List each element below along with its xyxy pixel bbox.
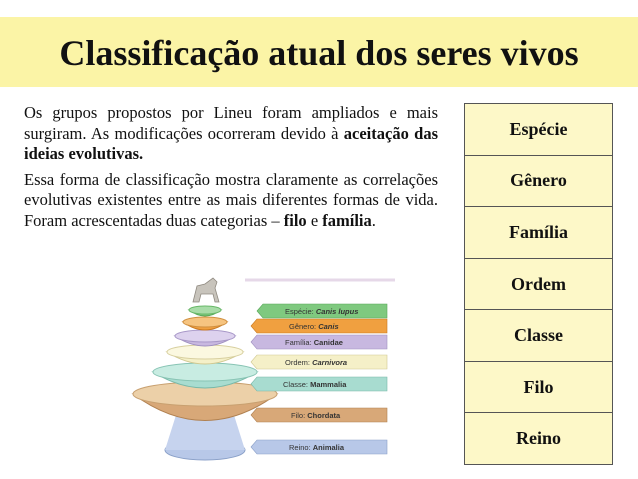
paragraph-2-text: Essa forma de classificação mostra claramente as correlações evolutivas existentes entre as mais diferentes formas de vida. Foram acrescentadas duas categorias –: [24, 169, 438, 230]
paragraph-2-mid: e: [306, 210, 323, 230]
rank-filo: Filo: [465, 362, 612, 414]
label-ordem: [251, 355, 387, 369]
rank-reino: Reino: [516, 428, 561, 449]
taxonomy-pyramid-figure: [105, 272, 405, 472]
rank-especie: Espécie: [465, 104, 612, 156]
svg-text:Família: Canidae: Família: Canidae: [285, 338, 343, 347]
label-especie: [257, 304, 387, 318]
label-genero: [251, 319, 387, 333]
rank-ordem: Ordem: [465, 259, 612, 311]
paragraph-2-bold-familia: família: [322, 210, 372, 230]
svg-text:Reino: Animalia: Reino: Animalia: [289, 443, 345, 452]
paragraph-2: [24, 170, 438, 232]
pyramid-bowls: [133, 278, 277, 460]
rank-classe: Classe: [465, 310, 612, 362]
label-reino: [251, 440, 387, 454]
svg-text:Classe: Mammalia: Classe: Mammalia: [283, 380, 347, 389]
page-title: Classificação atual dos seres vivos: [59, 33, 579, 73]
paragraph-2-end: .: [371, 210, 376, 230]
body-text: [24, 103, 438, 236]
paragraph-1-bold: aceitação das ideias evolutivas.: [24, 123, 438, 163]
rank-table: [464, 103, 613, 465]
label-familia: [251, 335, 387, 349]
paragraph-1-text: Os grupos propostos por Lineu foram ampliados e mais surgiram. As modificações ocorreram devido à: [24, 103, 438, 143]
rank-genero: Gênero: [465, 156, 612, 208]
paragraph-2-bold-filo: filo: [283, 210, 307, 230]
svg-text:Filo: Chordata: Filo: Chordata: [291, 411, 341, 420]
rank-familia: Família: [465, 207, 612, 259]
paragraph-1: [24, 103, 438, 165]
label-filo: [251, 408, 387, 422]
taxonomy-pyramid-svg: [105, 272, 405, 472]
svg-text:Espécie: Canis lupus: Espécie: Canis lupus: [285, 307, 359, 316]
label-classe: [251, 377, 387, 391]
svg-text:Gênero: Canis: Gênero: Canis: [289, 322, 339, 331]
svg-text:Ordem: Carnivora: Ordem: Carnivora: [285, 358, 348, 367]
